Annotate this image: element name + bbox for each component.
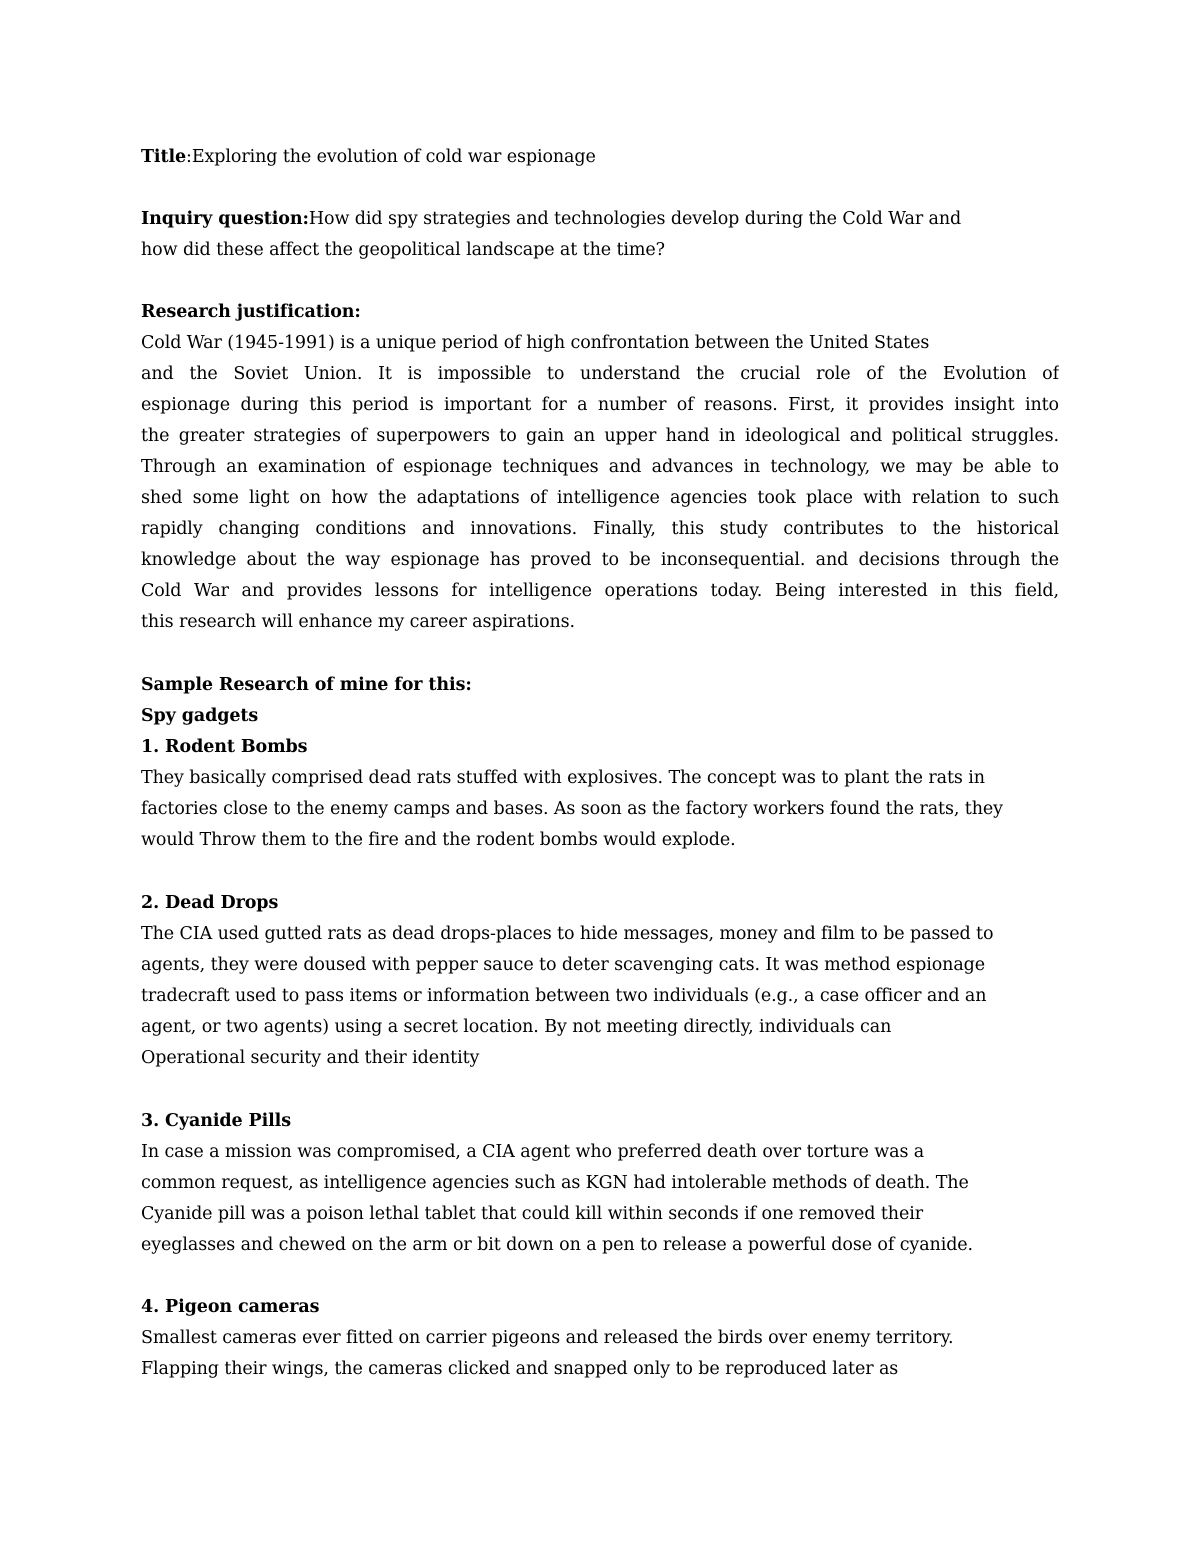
item-2-line-3: tradecraft used to pass items or information between two individuals (e.g., a case officer and an — [141, 986, 987, 1006]
title-label: Title — [141, 147, 187, 167]
item-3-line-3: Cyanide pill was a poison lethal tablet that could kill within seconds if one removed their — [141, 1204, 923, 1224]
justification-line-2: and the Soviet Union. It is impossible to understand the crucial role of the Evolution of — [141, 364, 1059, 384]
justification-line-8: knowledge about the way espionage has proved to be inconsequential. and decisions through the — [141, 550, 1059, 570]
spy-gadgets-subheading: Spy gadgets — [141, 706, 259, 726]
item-3-line-2: common request, as intelligence agencies such as KGN had intolerable methods of death. The — [141, 1173, 969, 1193]
item-4-title: 4. Pigeon cameras — [141, 1297, 320, 1317]
inquiry-text-1: How did spy strategies and technologies develop during the Cold War and — [308, 209, 962, 229]
justification-line-9: Cold War and provides lessons for intelligence operations today. Being interested in this field, — [141, 581, 1059, 601]
item-2-line-4: agent, or two agents) using a secret location. By not meeting directly, individuals can — [141, 1017, 892, 1037]
inquiry-label: Inquiry question: — [141, 209, 309, 229]
item-3-line-1: In case a mission was compromised, a CIA agent who preferred death over torture was a — [141, 1142, 925, 1162]
item-1-title: 1. Rodent Bombs — [141, 737, 308, 757]
title-line — [141, 142, 596, 173]
item-3-title: 3. Cyanide Pills — [141, 1111, 291, 1131]
justification-line-3: espionage during this period is important for a number of reasons. First, it provides insight into — [141, 395, 1059, 415]
item-1-line-3: would Throw them to the fire and the rodent bombs would explode. — [141, 830, 736, 850]
title-separator: : — [186, 147, 192, 167]
justification-line-10: this research will enhance my career aspirations. — [141, 612, 575, 632]
justification-line-1: Cold War (1945-1991) is a unique period of high confrontation between the United States — [141, 333, 930, 353]
justification-line-6: shed some light on how the adaptations of intelligence agencies took place with relation to such — [141, 488, 1059, 508]
inquiry-line-2: how did these affect the geopolitical landscape at the time? — [141, 240, 665, 260]
title-text: Exploring the evolution of cold war espionage — [191, 147, 596, 167]
justification-line-5: Through an examination of espionage techniques and advances in technology, we may be able to — [141, 457, 1059, 477]
item-2-line-2: agents, they were doused with pepper sauce to deter scavenging cats. It was method espionage — [141, 955, 986, 975]
item-1-line-2: factories close to the enemy camps and bases. As soon as the factory workers found the rats, they — [141, 799, 1003, 819]
sample-heading: Sample Research of mine for this: — [141, 675, 472, 695]
justification-heading: Research justification: — [141, 302, 361, 322]
item-4-line-1: Smallest cameras ever fitted on carrier pigeons and released the birds over enemy territory. — [141, 1328, 954, 1348]
item-3-line-4: eyeglasses and chewed on the arm or bit down on a pen to release a powerful dose of cyanide. — [141, 1235, 974, 1255]
item-2-line-5: Operational security and their identity — [141, 1048, 480, 1068]
inquiry-line-1 — [141, 204, 961, 235]
justification-line-7: rapidly changing conditions and innovations. Finally, this study contributes to the historical — [141, 519, 1059, 539]
item-4-line-2: Flapping their wings, the cameras clicked and snapped only to be reproduced later as — [141, 1359, 899, 1379]
item-2-title: 2. Dead Drops — [141, 893, 279, 913]
justification-line-4: the greater strategies of superpowers to gain an upper hand in ideological and political struggles. — [141, 426, 1059, 446]
item-1-line-1: They basically comprised dead rats stuffed with explosives. The concept was to plant the rats in — [141, 768, 985, 788]
item-2-line-1: The CIA used gutted rats as dead drops-places to hide messages, money and film to be passed to — [141, 924, 994, 944]
